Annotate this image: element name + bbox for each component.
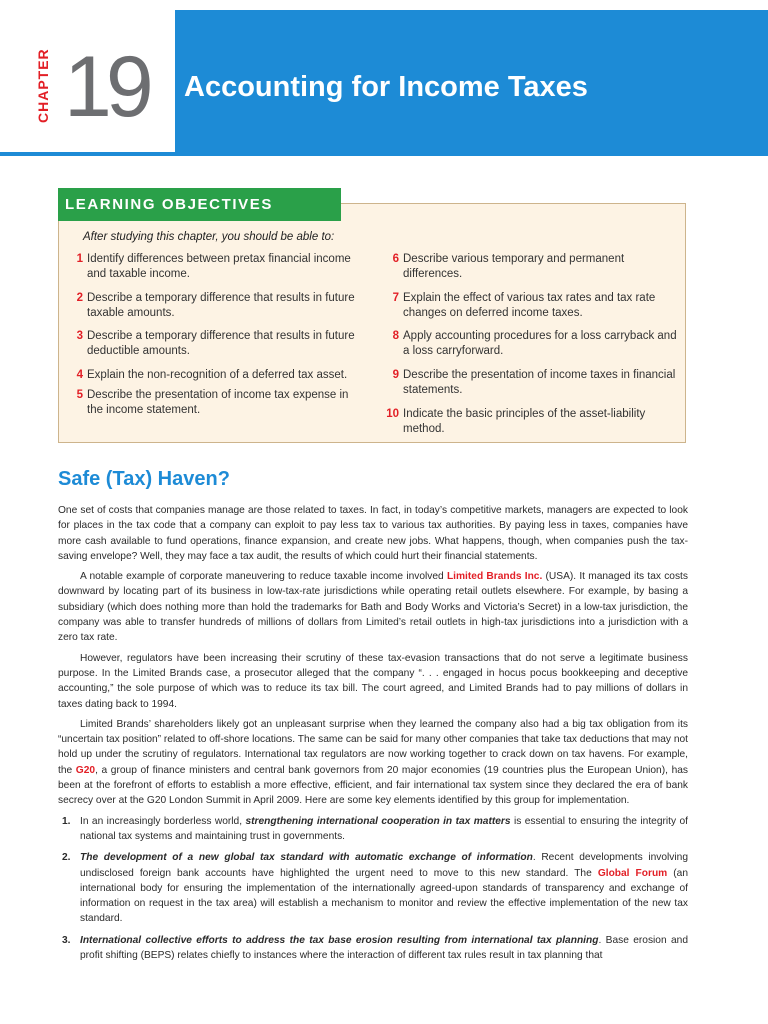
objective-number: 1 <box>76 253 83 265</box>
global-forum-link[interactable]: Global Forum <box>597 867 668 879</box>
objective-number: 2 <box>76 292 83 304</box>
list-text <box>80 850 688 926</box>
list-number: 2. <box>62 852 71 864</box>
paragraph-3: However, regulators have been increasing their scrutiny of these tax-evasion transactions that do not serve a legitimate business purpose. In the Limited Brands case, a prosecutor alleged that the company “. . . engaged in hocus pocus bookkeeping and deceptive accounting,” the sole purpose of which was to reduce its tax bill. The court agreed, and Limited Brands had to pay millions of dollars in taxes dating back to 1994. <box>58 652 688 710</box>
list-emphasis: International collective efforts to address the tax base erosion resulting from international tax planning <box>80 934 599 946</box>
g20-link[interactable]: G20 <box>75 764 96 776</box>
objective-number: 8 <box>392 330 399 342</box>
objective-item <box>382 252 682 291</box>
objective-text: Describe a temporary difference that results in future taxable amounts. <box>87 292 355 319</box>
objective-number: 5 <box>76 389 83 401</box>
objective-item <box>66 252 366 291</box>
objective-text: Describe a temporary difference that results in future deductible amounts. <box>87 330 355 357</box>
paragraph-text: Limited Brands’ shareholders likely got an unpleasant surprise when they learned the company also had a big tax obligation from its “uncertain tax position” related to off-shore locations. The same can be said for many other companies that take tax deductions that may not hold up under the scrutiny of regulators. International tax regulators are now working together to crack down on tax havens. For example, the <box>58 718 688 776</box>
list-text-part: (an international body for ensuring the implementation of the internationally agreed-upon standards of transparency and exchange of information on request in the tax area) will establish a mechanism to monitor and review the effective implementation of the new tax standard. <box>80 867 689 925</box>
objective-text: Identify differences between pretax financial income and taxable income. <box>87 253 351 280</box>
chapter-label: CHAPTER <box>35 48 51 124</box>
list-number: 1. <box>62 815 71 827</box>
header-title-band <box>175 10 768 152</box>
list-item <box>58 814 688 845</box>
section-title: Safe (Tax) Haven? <box>58 468 230 490</box>
paragraph-text: , a group of finance ministers and central bank governors from 20 major economies (19 countries plus the European Union), has been at the forefront of efforts to establish a more effective, efficient, and fair international tax system since they declared the era of bank secrecy over at the G20 London Summit in April 2009. Here are some key elements identified by this group for implementation. <box>58 764 688 807</box>
key-elements-list <box>58 814 688 964</box>
objective-text: Explain the non-recognition of a deferred tax asset. <box>87 369 348 381</box>
objective-text: Describe various temporary and permanent differences. <box>403 253 625 280</box>
objective-item <box>382 329 682 368</box>
objectives-left-column <box>66 252 366 418</box>
header-divider <box>0 152 768 156</box>
chapter-title: Accounting for Income Taxes <box>184 71 588 103</box>
list-item <box>58 933 688 964</box>
objective-text: Apply accounting procedures for a loss carryback and a loss carryforward. <box>403 330 677 357</box>
list-text-part: In an increasingly borderless world, <box>80 815 246 827</box>
objective-text: Describe the presentation of income tax expense in the income statement. <box>87 389 349 416</box>
list-text <box>80 933 688 964</box>
list-item <box>58 850 688 926</box>
objective-number: 9 <box>392 369 399 381</box>
learning-objectives-heading: LEARNING OBJECTIVES <box>58 188 341 221</box>
list-emphasis: strengthening international cooperation in tax matters <box>245 815 511 827</box>
objective-item <box>66 368 366 388</box>
article-body <box>58 503 688 969</box>
objective-number: 4 <box>76 369 83 381</box>
limited-brands-link[interactable]: Limited Brands Inc. <box>446 571 543 583</box>
objective-number: 3 <box>76 330 83 342</box>
paragraph-2 <box>58 569 688 645</box>
objective-text: Indicate the basic principles of the asset-liability method. <box>403 408 646 435</box>
objective-number: 7 <box>392 292 399 304</box>
list-emphasis: The development of a new global tax standard with automatic exchange of information <box>80 852 533 864</box>
objective-item <box>382 368 682 407</box>
list-text-part: is essential to ensuring the integrity of national tax systems and maintaining trust in governments. <box>80 815 688 842</box>
chapter-number: 19 <box>64 39 148 135</box>
objective-item <box>382 407 682 437</box>
list-text-part: . Recent developments involving undisclosed foreign bank accounts have highlighted the urgent need to move to this new standard. The <box>80 852 688 879</box>
objective-item <box>382 291 682 329</box>
objective-text: Describe the presentation of income taxes in financial statements. <box>403 369 676 396</box>
objective-number: 6 <box>392 253 399 265</box>
list-text-part: . Base erosion and profit shifting (BEPS) relates chiefly to instances where the interaction of different tax rules result in tax planning that <box>80 934 688 962</box>
objective-item <box>66 291 366 329</box>
list-number: 3. <box>62 934 71 946</box>
objective-text: Explain the effect of various tax rates and tax rate changes on deferred income taxes. <box>403 292 656 319</box>
objectives-right-column <box>382 252 682 437</box>
paragraph-4 <box>58 717 688 809</box>
objective-item <box>66 388 366 418</box>
learning-objectives-intro: After studying this chapter, you should be able to: <box>83 231 335 243</box>
paragraph-1: One set of costs that companies manage are those related to taxes. In fact, in today’s competitive markets, managers are expected to look for places in the tax code that a company can exploit to pay less tax to various tax authorities. By paying less in taxes, companies have more cash available to fund operations, finance expansion, and create new jobs. What happens, though, when companies push the tax-saving envelope? Well, they may face a tax audit, the results of which could hurt their financial statements. <box>58 505 688 562</box>
objective-number: 10 <box>386 408 399 420</box>
header-left-panel <box>0 0 175 152</box>
list-text <box>80 814 688 845</box>
paragraph-text: (USA). It managed its tax costs downward by locating part of its business in low-tax-rate jurisdictions while operating retail outlets elsewhere. For example, by basing a subsidiary (which does nothing more than hold the trademarks for Bath and Body Works and Victoria’s Secret) in a low-tax jurisdiction, the company was able to transfer hundreds of millions of dollars from Limited’s retail outlets in high-tax jurisdictions into a jurisdiction with a zero tax rate. <box>58 571 688 644</box>
paragraph-text: A notable example of corporate maneuvering to reduce taxable income involved <box>80 571 447 583</box>
objective-item <box>66 329 366 368</box>
